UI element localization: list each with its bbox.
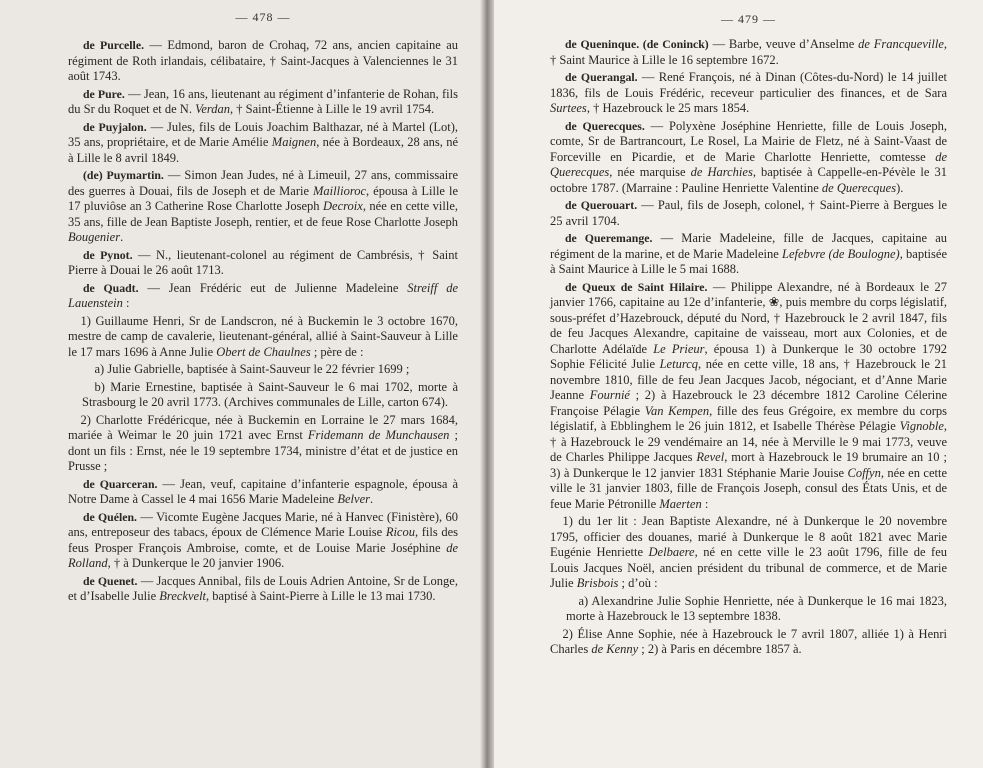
entry-text: , † Saint-Étienne à Lille le 19 avril 1754. <box>230 102 435 116</box>
entry-name: de Queninque. (de Coninck) <box>565 37 709 51</box>
entry-puymartin <box>68 168 458 246</box>
entry-quelen <box>68 510 458 572</box>
entry-text: , baptisée à Saint Maurice à Lille le 5 mai 1688. <box>550 246 947 276</box>
entry-name: (de) Puymartin. <box>83 168 164 182</box>
entry-italic: Verdan <box>195 102 231 116</box>
entry-text: 2) Charlotte Frédéricque, née à Buckemin en Lorraine le 27 mars 1684, mariée à Weimar le 20 juin 1721 avec Ernst <box>68 412 458 442</box>
entry-italic: Lefebvre (de Boulogne) <box>782 246 900 261</box>
entry-text: , née en cette ville, 18 ans, † Hazebrouck le 21 novembre 1810, fille de feu Jean Jacques Jacob, négociant, et d’Anne Marie Jeanne <box>550 357 947 402</box>
entry-text: , mort à Hazebrouck le 19 brumaire an 10 ; 3) à Dunkerque le 12 janvier 1831 Stéphanie Marie Jouise <box>550 450 948 480</box>
entry-text: , † à Dunkerque le 20 janvier 1906. <box>107 556 285 570</box>
book-gutter <box>480 0 494 768</box>
entry-text: ; dont un fils : Ernst, née le 19 septembre 1734, ministre d’état et de justice en Prusse ; <box>68 428 458 473</box>
entry-italic: Maignen <box>271 135 317 149</box>
entry-text: — René François, né à Dinan (Côtes-du-Nord) le 14 juillet 1836, fils de Louis Frédéric, receveur particulier des finances, et de Sara <box>550 70 947 100</box>
entry-text: , † à Hazebrouck le 29 vendémaire an 14, née à Merville le 9 mai 1773, veuve de Charles Philippe Jacques <box>550 419 947 464</box>
entry-italic: Le Prieur <box>653 341 705 356</box>
entry-quarceran <box>68 477 458 508</box>
entry-italic: Revel <box>696 450 725 464</box>
entry-name: de Purcelle. <box>83 38 145 52</box>
entry-italic: Coffyn <box>847 465 881 480</box>
entry-text: , née marquise <box>609 165 691 179</box>
entry-italic: Decroix <box>323 199 363 213</box>
entry-text: . <box>120 230 124 244</box>
quadt-child-1 <box>68 314 458 361</box>
entry-text: . <box>369 492 374 506</box>
page-number-right: — 479 — <box>721 12 776 26</box>
entry-queremange <box>550 231 947 278</box>
entry-text: , fils des feus Prosper François Ambroise, comte, et de Louise Marie Joséphine <box>68 525 458 555</box>
entry-name: de Querecques. <box>565 118 645 133</box>
entry-text: — Jacques Annibal, fils de Louis Adrien Antoine, Sr de Longe, et d’Isabelle Julie <box>68 573 458 603</box>
entry-text: 1) Guillaume Henri, Sr de Landscron, né à Buckemin le 3 octobre 1670, mestre de camp de cavalerie, lieutenant-général, allié à Saint-Sauveur à Lille le 17 mars 1696 à Anne Julie <box>68 313 458 359</box>
entry-italic: de Querecques <box>550 149 947 179</box>
entry-name: de Querouart. <box>565 198 638 212</box>
entry-text: — Vicomte Eugène Jacques Marie, né à Hanvec (Finistère), 60 ans, entreposeur des tabacs, époux de Clémence Marie Louise <box>68 509 458 539</box>
quadt-grandchild-b: b) Marie Ernestine, baptisée à Saint-Sauveur le 6 mai 1702, morte à Strasbourg le 20 avril 1773. (Archives communales de Lille, carton 674). <box>82 379 458 409</box>
entry-querecques <box>550 119 947 197</box>
entry-italic: Belver <box>337 492 370 506</box>
entry-puyjalon <box>68 120 458 167</box>
entry-text: — Jean, veuf, capitaine d’infanterie espagnole, épousa à Notre Dame à Cassel le 4 mai 1656 Marie Madeleine <box>68 476 458 506</box>
entry-text: : <box>122 296 130 310</box>
entry-text: — Jules, fils de Louis Joachim Balthazar, né à Martel (Lot), 35 ans, propriétaire, et de Marie Amélie <box>68 119 458 149</box>
entry-italic: de Querecques <box>821 180 897 195</box>
quadt-child-2 <box>68 413 458 475</box>
entry-italic: Fridemann de Munchausen <box>307 428 450 442</box>
entry-text: — N., lieutenant-colonel au régiment de Cambrésis, † Saint Pierre à Douai le 26 août 1713. <box>68 247 458 277</box>
entry-text: 1) du 1er lit : Jean Baptiste Alexandre, né à Dunkerque le 20 novembre 1795, officier des douanes, marié à Dunkerque le 8 août 1821 avec Marie Eugénie Henriette <box>550 514 947 559</box>
entry-text: , né en cette ville le 23 août 1796, fille de feu Louis Jacques Noël, ancien président du tribunal de commerce, et de Marie Julie <box>550 545 947 590</box>
entry-text: , épousa à Lille le 17 pluviôse an 3 Catherine Rose Charlotte Joseph <box>68 183 458 213</box>
entry-text: 2) Élise Anne Sophie, née à Hazebrouck le 7 avril 1807, alliée 1) à Henri Charles <box>550 626 947 656</box>
left-page <box>0 0 480 768</box>
entry-text: — Jean Frédéric eut de Julienne Madeleine <box>138 280 408 295</box>
entry-italic: Maillioroc <box>313 183 367 198</box>
queux-child-2 <box>550 627 947 658</box>
entry-italic: de Kenny <box>591 642 639 656</box>
entry-text: — Philippe Alexandre, né à Bordeaux le 27 janvier 1766, capitaine au 12e d’infanterie, ❀, puis membre du corps législatif, sous-préfet d’Hazebrouck, député du Nord, † Hazebrouck le 2 avril 1847, fils de feu Jacques Alexandre, capitaine de vaisseau, mort aux Colonies, et de Charlotte Adélaïde <box>550 279 947 356</box>
entry-querangal <box>550 70 947 117</box>
entry-text: — Paul, fils de Joseph, colonel, † Saint-Pierre à Bergues le 25 avril 1704. <box>550 198 947 228</box>
entry-italic: Delbaere <box>648 545 695 559</box>
entry-text: — Polyxène Joséphine Henriette, fille de Louis Joseph, comte, Sr de Bartrancourt, Le Rosel, La Mairie de Fletz, né à Saint-Vaast de Forceville en Picardie, et de Marie Charlotte Henriette, comtesse <box>550 118 947 164</box>
entry-querouart <box>550 198 947 229</box>
entry-text: , baptisé à Saint-Pierre à Lille le 13 mai 1730. <box>206 589 436 603</box>
page-number-left: — 478 — <box>235 10 291 24</box>
entry-text: — Marie Madeleine, fille de Jacques, capitaine au régiment de la marine, et de Marie Madeleine <box>550 231 947 261</box>
entry-name: de Quarceran. <box>83 476 158 491</box>
entry-italic: Van Kempen <box>644 403 710 418</box>
entry-name: de Querangal. <box>565 70 638 84</box>
entry-queux-de-saint-hilaire <box>550 280 947 513</box>
entry-pure <box>68 87 458 118</box>
right-page <box>494 0 983 768</box>
entry-italic: de Francqueville <box>858 37 944 51</box>
entry-italic: Maerten <box>659 496 702 511</box>
entry-italic: Vignoble <box>899 419 944 433</box>
entry-italic: Surtees <box>550 101 587 115</box>
entry-text: , † Saint Maurice à Lille le 16 septembre 1672. <box>550 37 947 67</box>
entry-name: de Quélen. <box>83 509 138 524</box>
entry-text: ). <box>896 180 904 195</box>
right-page-text <box>550 37 947 658</box>
entry-pynot <box>68 248 458 279</box>
entry-italic: Bougenier <box>68 230 121 244</box>
entry-italic: Ricou <box>385 525 415 539</box>
entry-text: , épousa 1) à Dunkerque le 30 octobre 1792 Sophie Félicité Julie <box>550 341 947 371</box>
entry-name: de Pynot. <box>83 247 133 262</box>
entry-italic: Breckvelt <box>159 589 207 603</box>
entry-text: — Edmond, baron de Crohaq, 72 ans, ancien capitaine au régiment de Roth irlandais, célibataire, † Saint-Jacques à Valenciennes le 31 août 1743. <box>68 38 459 83</box>
left-page-text <box>68 38 458 605</box>
entry-italic: Fournié <box>589 388 630 402</box>
entry-text: , née en cette ville, 35 ans, fille de Jean Baptiste Joseph, rentier, et de feue Rose Charlotte Joseph <box>68 199 458 229</box>
entry-name: de Puyjalon. <box>83 119 147 134</box>
entry-text: , † Hazebrouck le 25 mars 1854. <box>586 101 750 115</box>
entry-italic: Brisbois <box>576 576 619 590</box>
entry-text: , née en cette ville le 31 janvier 1803, fille de François Joseph, consul des États Unis, et de feue Marie Pétronille <box>550 465 947 511</box>
entry-italic: Streiff de Lauenstein <box>68 280 458 310</box>
entry-text: , baptisée à Cappelle-en-Pévèle le 31 octobre 1787. (Marraine : Pauline Henriette Valentine <box>550 165 947 195</box>
entry-text: — Barbe, veuve d’Anselme <box>708 37 859 51</box>
entry-text: — Simon Jean Judes, né à Limeuil, 27 ans, commissaire des guerres à Douai, fils de Joseph et de Marie <box>68 168 458 198</box>
entry-text: , née à Bordeaux, 28 ans, né à Lille le 8 avril 1849. <box>68 135 459 165</box>
entry-text: ; 2) à Hazebrouck le 23 décembre 1812 Caroline Célerine Françoise Pélagie <box>550 388 947 418</box>
entry-quenet <box>68 574 458 605</box>
entry-queninque <box>550 37 947 68</box>
entry-text: — Jean, 16 ans, lieutenant au régiment d’infanterie de Rohan, fils du Sr du Roquet et de N. <box>68 86 458 116</box>
entry-name: de Quadt. <box>83 280 139 295</box>
entry-text: ; père de : <box>310 344 364 359</box>
entry-text: : <box>701 496 709 511</box>
queux-grandchild-a: a) Alexandrine Julie Sophie Henriette, née à Dunkerque le 16 mai 1823, morte à Hazebrouck le 13 septembre 1838. <box>566 593 947 623</box>
entry-name: de Queux de Saint Hilaire. <box>565 279 708 294</box>
entry-name: de Quenet. <box>83 573 138 588</box>
entry-italic: Leturcq <box>659 357 699 371</box>
quadt-grandchild-a: a) Julie Gabrielle, baptisée à Saint-Sauveur le 22 février 1699 ; <box>94 362 410 376</box>
entry-italic: Obert de Chaulnes <box>216 344 311 359</box>
entry-quadt <box>68 281 458 312</box>
entry-purcelle <box>68 38 458 85</box>
entry-italic: de Rolland <box>68 540 458 570</box>
entry-name: de Queremange. <box>565 231 653 245</box>
entry-text: ; d’où : <box>618 576 658 590</box>
entry-text: ; 2) à Paris en décembre 1857 à. <box>638 642 802 656</box>
entry-name: de Pure. <box>83 86 125 101</box>
entry-italic: de Harchies <box>690 165 753 179</box>
entry-text: , fille des feus Grégoire, ex membre du corps législatif, à Ebblinghem le 26 juin 1812, et Isabelle Thérèse Pélagie <box>550 403 947 433</box>
queux-child-1 <box>550 514 947 592</box>
